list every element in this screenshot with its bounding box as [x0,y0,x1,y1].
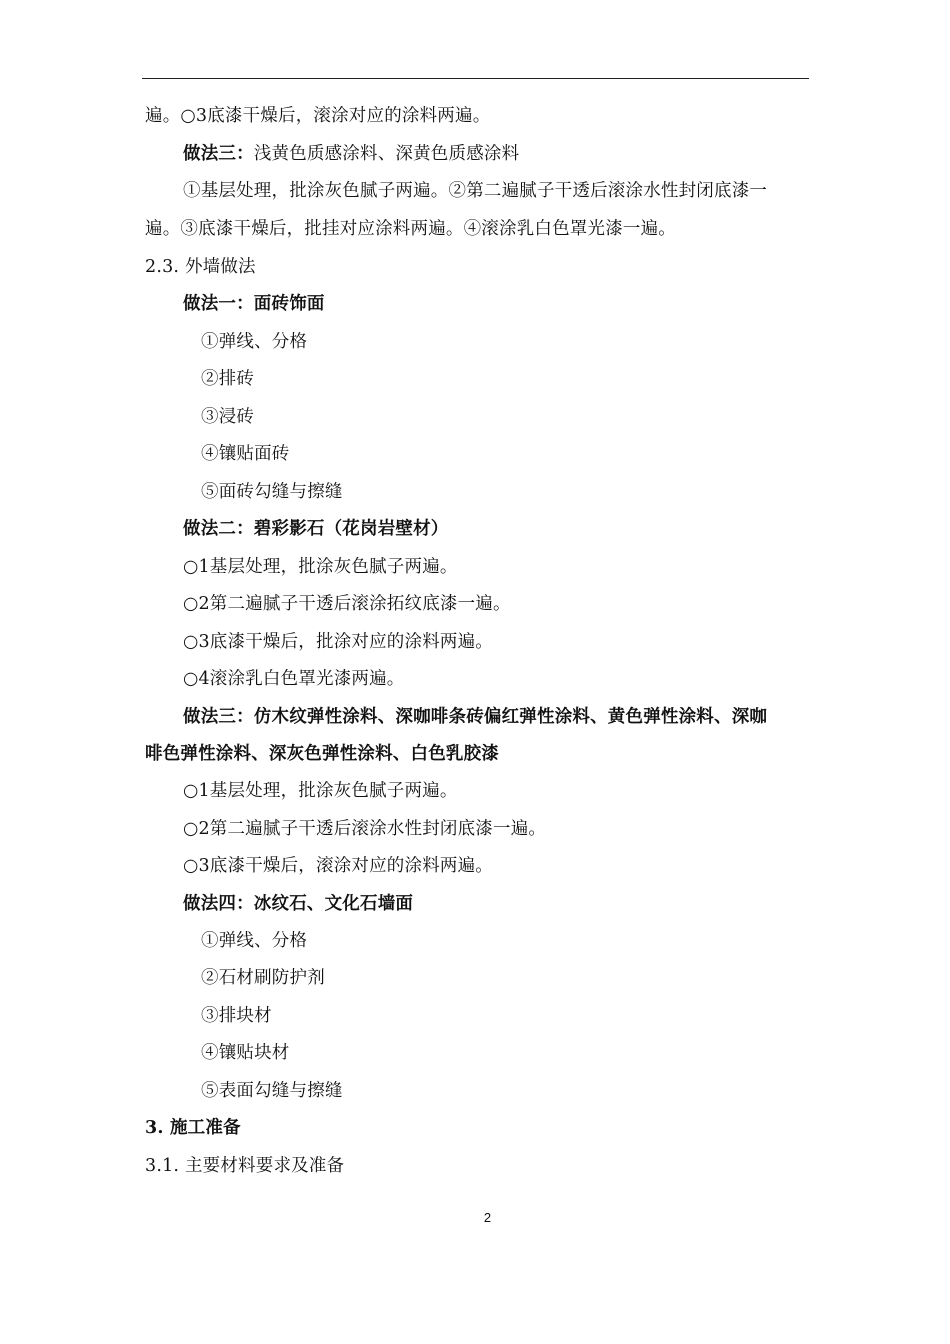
list-item: ○3底漆干燥后，批涂对应的涂料两遍。 [183,632,494,652]
list-item: ○4滚涂乳白色罩光漆两遍。 [183,669,405,689]
list-item: ○2第二遍腻子干透后滚涂拓纹底漆一遍。 [183,594,511,614]
method-heading [183,142,519,166]
text-line: ①基层处理，批涂灰色腻子两遍。②第二遍腻子干透后滚涂水性封闭底漆一 [183,181,768,201]
method-heading: 做法四：冰纹石、文化石墙面 [183,894,414,914]
list-item: ④镶贴块材 [201,1043,290,1063]
method-heading: 做法一：面砖饰面 [183,294,325,314]
page-number: 2 [483,1210,492,1225]
list-item: ③浸砖 [201,407,255,427]
list-item: ②排砖 [201,369,255,389]
list-item: ③排块材 [201,1006,272,1026]
list-item: ⑤表面勾缝与擦缝 [201,1081,343,1101]
method-label: 做法三： [183,144,254,164]
list-item: ⑤面砖勾缝与擦缝 [201,482,343,502]
method-heading: 做法二：碧彩影石（花岗岩壁材） [183,519,449,539]
section-heading: 2.3. 外墙做法 [145,257,256,277]
list-item: ④镶贴面砖 [201,444,290,464]
text-line: 遍。③底漆干燥后，批挂对应涂料两遍。④滚涂乳白色罩光漆一遍。 [145,219,676,239]
method-heading-continued: 啡色弹性涂料、深灰色弹性涂料、白色乳胶漆 [145,744,499,764]
list-item: ①弹线、分格 [201,332,308,352]
list-item: ①弹线、分格 [201,931,308,951]
method-heading: 做法三：仿木纹弹性涂料、深咖啡条砖偏红弹性涂料、黄色弹性涂料、深咖 [183,707,768,727]
method-description: 浅黄色质感涂料、深黄色质感涂料 [253,144,520,164]
header-rule [142,78,809,79]
section-heading: 3. 施工准备 [145,1118,241,1138]
list-item: ②石材刷防护剂 [201,968,325,988]
list-item: ○3底漆干燥后，滚涂对应的涂料两遍。 [183,856,494,876]
list-item: ○2第二遍腻子干透后滚涂水性封闭底漆一遍。 [183,819,547,839]
text-line: 遍。○3底漆干燥后，滚涂对应的涂料两遍。 [145,106,491,126]
list-item: ○1基层处理，批涂灰色腻子两遍。 [183,557,458,577]
list-item: ○1基层处理，批涂灰色腻子两遍。 [183,781,458,801]
subsection-heading: 3.1. 主要材料要求及准备 [145,1156,345,1176]
